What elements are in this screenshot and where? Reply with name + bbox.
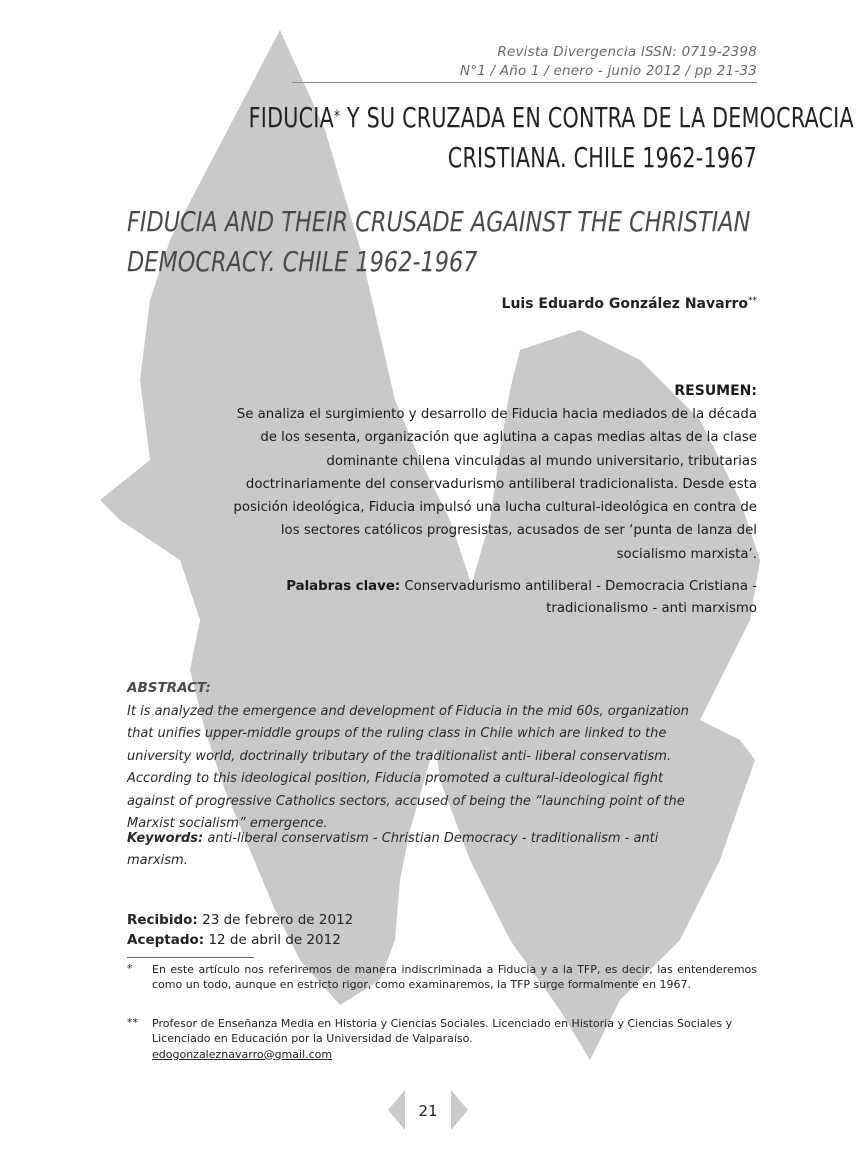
header-rule [292,82,757,83]
palabras-clave-label: Palabras clave: [286,579,401,594]
title-english-line1: FIDUCIA AND THEIR CRUSADE AGAINST THE CHRISTIAN [127,205,751,238]
palabras-clave-text: Conservadurismo antiliberal - Democracia Cristiana - tradicionalismo - anti marxismo [400,579,757,616]
received-date: Recibido: 23 de febrero de 2012 [127,912,354,928]
footnote-rule [127,957,254,958]
accepted-date: Aceptado: 12 de abril de 2012 [127,932,341,948]
footnote-2-marker: ** [127,1016,138,1029]
keywords-text: anti-liberal conservatism - Christian Democracy - traditionalism - anti marxism. [127,831,659,869]
journal-issue-line: N°1 / Año 1 / enero - junio 2012 / pp 21-33 [460,63,757,79]
title-english-line2: DEMOCRACY. CHILE 1962-1967 [127,245,478,278]
title-footnote-marker[interactable]: * [333,106,341,125]
footnote-2-text: Profesor de Enseñanza Media en Historia y Ciencias Sociales. Licenciado en Historia y Ciencias Sociales y Licenciado en Educación por la Universidad de Valparaíso. [152,1017,733,1046]
title-spanish [248,98,854,178]
keywords-english [127,828,707,873]
footnote-2 [152,1016,757,1062]
palabras-clave [237,576,757,620]
abstract-heading: ABSTRACT: [127,680,211,696]
keywords-label: Keywords: [127,831,204,846]
resumen-body: Se analiza el surgimiento y desarrollo de Fiducia hacia mediados de la década de los sesenta, organización que aglutina a capas medias altas de la clase dominante chilena vinculadas al mundo universitario, tributarias doctrinariamente del conservadurismo antiliberal tradicionalista. Desde esta posición ideológica, Fiducia impulsó una lucha cultural-ideológica en contra de los sectores católicos progresistas, acusados de ser ‘punta de lanza del socialismo marxista’. [233,407,757,562]
page-number: 21 [418,1102,438,1120]
page-number-left-chevron [388,1090,405,1130]
title-spanish-line2: CRISTIANA. CHILE 1962-1967 [447,141,757,174]
abstract-body: It is analyzed the emergence and development of Fiducia in the mid 60s, organization that unifies upper-middle groups of the ruling class in Chile which are linked to the university world, doctrinally tributary of the traditionalist anti- liberal conservatism. According to this ideological position, Fiducia promoted a cultural-ideological fight against of progressive Catholics sectors, accused of being the “launching point of the Marxist socialism” emergence. [127,704,689,832]
author-email-link[interactable]: edogonzaleznavarro@gmail.com [152,1047,333,1061]
journal-issn-line: Revista Divergencia ISSN: 0719-2398 [497,44,757,60]
footnote-1-marker: * [127,962,133,975]
title-spanish-line1: FIDUCIA* Y SU CRUZADA EN CONTRA DE LA DEMOCRACIA [248,101,854,134]
title-english [127,202,751,282]
resumen-heading: RESUMEN: [674,383,757,399]
page-number-right-chevron [451,1090,468,1130]
author-footnote-marker[interactable]: ** [748,296,757,306]
author-name: Luis Eduardo González Navarro** [501,296,757,312]
footnote-1-text: En este artículo nos referiremos de manera indiscriminada a Fiducia y a la TFP, es decir, las entenderemos como un todo, aunque en estricto rigor, como examinaremos, la TFP surge formalmente en 1967. [152,963,757,992]
